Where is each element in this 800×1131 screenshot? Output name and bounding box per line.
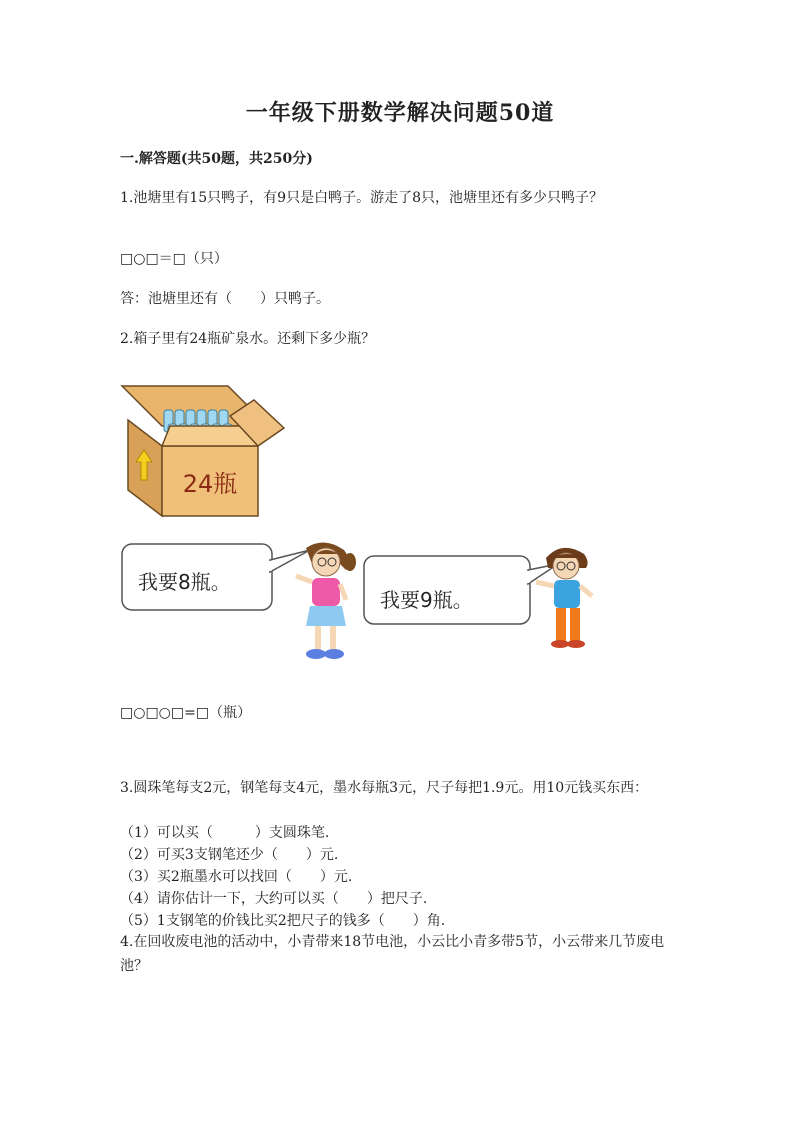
girl-speech-text: 我要8瓶。 [138, 570, 231, 594]
question-3-text: 3.圆珠笔每支2元，钢笔每支4元，墨水每瓶3元，尺子每把1.9元。用10元钱买东西： [120, 780, 649, 796]
question-3-item-1: （1）可以买（ ）支圆珠笔. [120, 825, 330, 841]
box-label: 24瓶 [182, 470, 238, 498]
question-2-text: 2.箱子里有24瓶矿泉水。还剩下多少瓶？ [120, 331, 376, 347]
water-box-illustration [118, 380, 290, 520]
question-3-item-5: （5）1支钢笔的价钱比买2把尺子的钱多（ ）角. [120, 913, 446, 929]
question-2-formula: □○□○□=□（瓶） [120, 705, 252, 721]
question-1-formula: □○□＝□（只） [120, 251, 228, 267]
page-title: 一年级下册数学解决问题50道 [245, 100, 555, 126]
section-heading: 一.解答题(共50题，共250分) [120, 151, 313, 167]
girl-figure [290, 540, 360, 664]
question-3-item-3: （3）买2瓶墨水可以找回（ ）元. [120, 869, 353, 885]
question-3-item-4: （4）请你估计一下，大约可以买（ ）把尺子. [120, 891, 428, 907]
boy-figure [532, 542, 602, 652]
question-1-text: 1.池塘里有15只鸭子，有9只是白鸭子。游走了8只，池塘里还有多少只鸭子？ [120, 190, 603, 206]
boy-speech-text: 我要9瓶。 [380, 588, 473, 612]
question-4-text: 4.在回收废电池的活动中，小青带来18节电池，小云比小青多带5节，小云带来几节废电池？ [120, 934, 665, 974]
question-1-answer: 答：池塘里还有（ ）只鸭子。 [120, 291, 330, 307]
question-3-item-2: （2）可买3支钢笔还少（ ）元. [120, 847, 339, 863]
